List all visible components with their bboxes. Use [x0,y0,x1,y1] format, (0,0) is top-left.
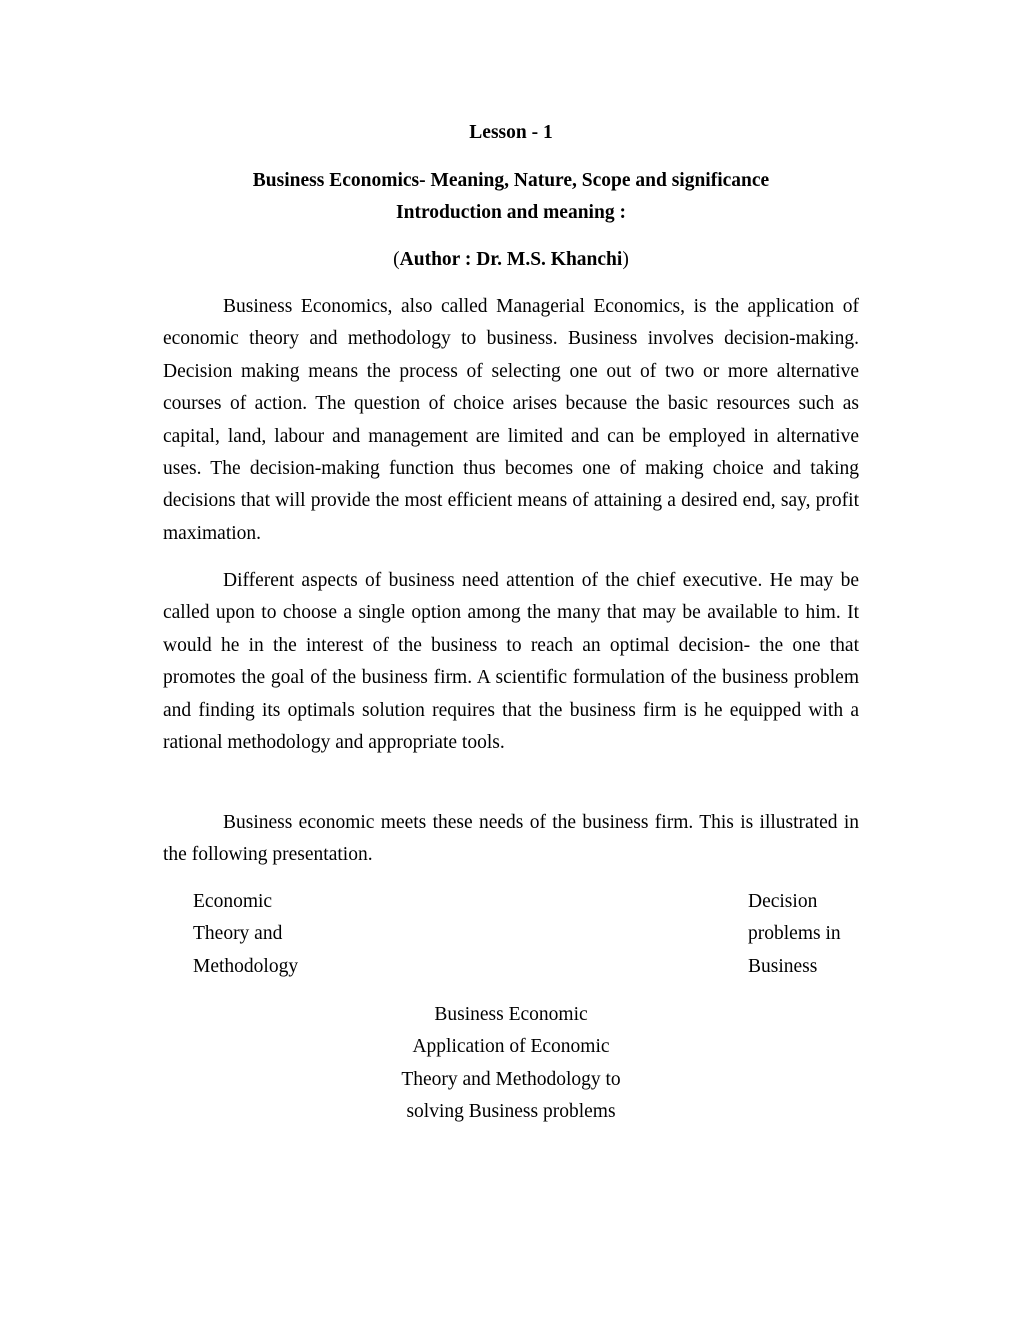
diagram-center-line: Application of Economic [412,1036,610,1058]
diagram-center-box [163,999,859,1129]
paragraph-3-text: Business economic meets these needs of the business firm. This is illustrated in the following presentation. [163,812,859,866]
diagram-left-line: Methodology [193,955,299,977]
author-line [163,244,859,276]
diagram-left-line: Economic [193,891,273,912]
author-open-paren: ( [393,249,400,270]
section-subtitle: Introduction and meaning : [396,202,626,223]
diagram-center-line: Theory and Methodology to [401,1068,621,1090]
lesson-label: Lesson - 1 [469,122,553,143]
diagram-left-box [193,886,298,983]
author-name: Author : Dr. M.S. Khanchi [399,249,623,270]
diagram-right-box [748,886,841,983]
document-title: Business Economics- Meaning, Nature, Scope and significance [252,170,770,191]
diagram-center-line: Business Economic [434,1004,588,1025]
paragraph-2-text: Different aspects of business need attention of the chief executive. He may be called upon to choose a single option among the many that may be available to him. It would he in the interest of the business to reach an optimal decision- the one that promotes the goal of the business firm. A scientific formulation of the business problem and finding its optimals solution requires that the business firm is he equipped with a rational methodology and appropriate tools. [163,570,859,754]
diagram-right-line: Decision [748,891,818,912]
diagram-center-line: solving Business problems [406,1101,616,1123]
paragraph-1-text: Business Economics, also called Managerial Economics, is the application of economic theory and methodology to business. Business involves decision-making. Decision making means the process of selecting one out of two or more alternative courses of action. The question of choice arises because the basic resources such as capital, land, labour and management are limited and can be employed in alternative uses. The decision-making function thus becomes one of making choice and taking decisions that will provide the most efficient means of attaining a desired end, say, profit maximation. [163,296,859,544]
diagram-right-line: Business [748,955,818,977]
diagram-right-line: problems in [748,923,841,945]
author-close-paren: ) [622,249,629,270]
paragraph-2 [163,565,859,759]
diagram-left-line: Theory and [193,923,283,945]
paragraph-3 [163,807,859,872]
paragraph-1 [163,291,859,550]
